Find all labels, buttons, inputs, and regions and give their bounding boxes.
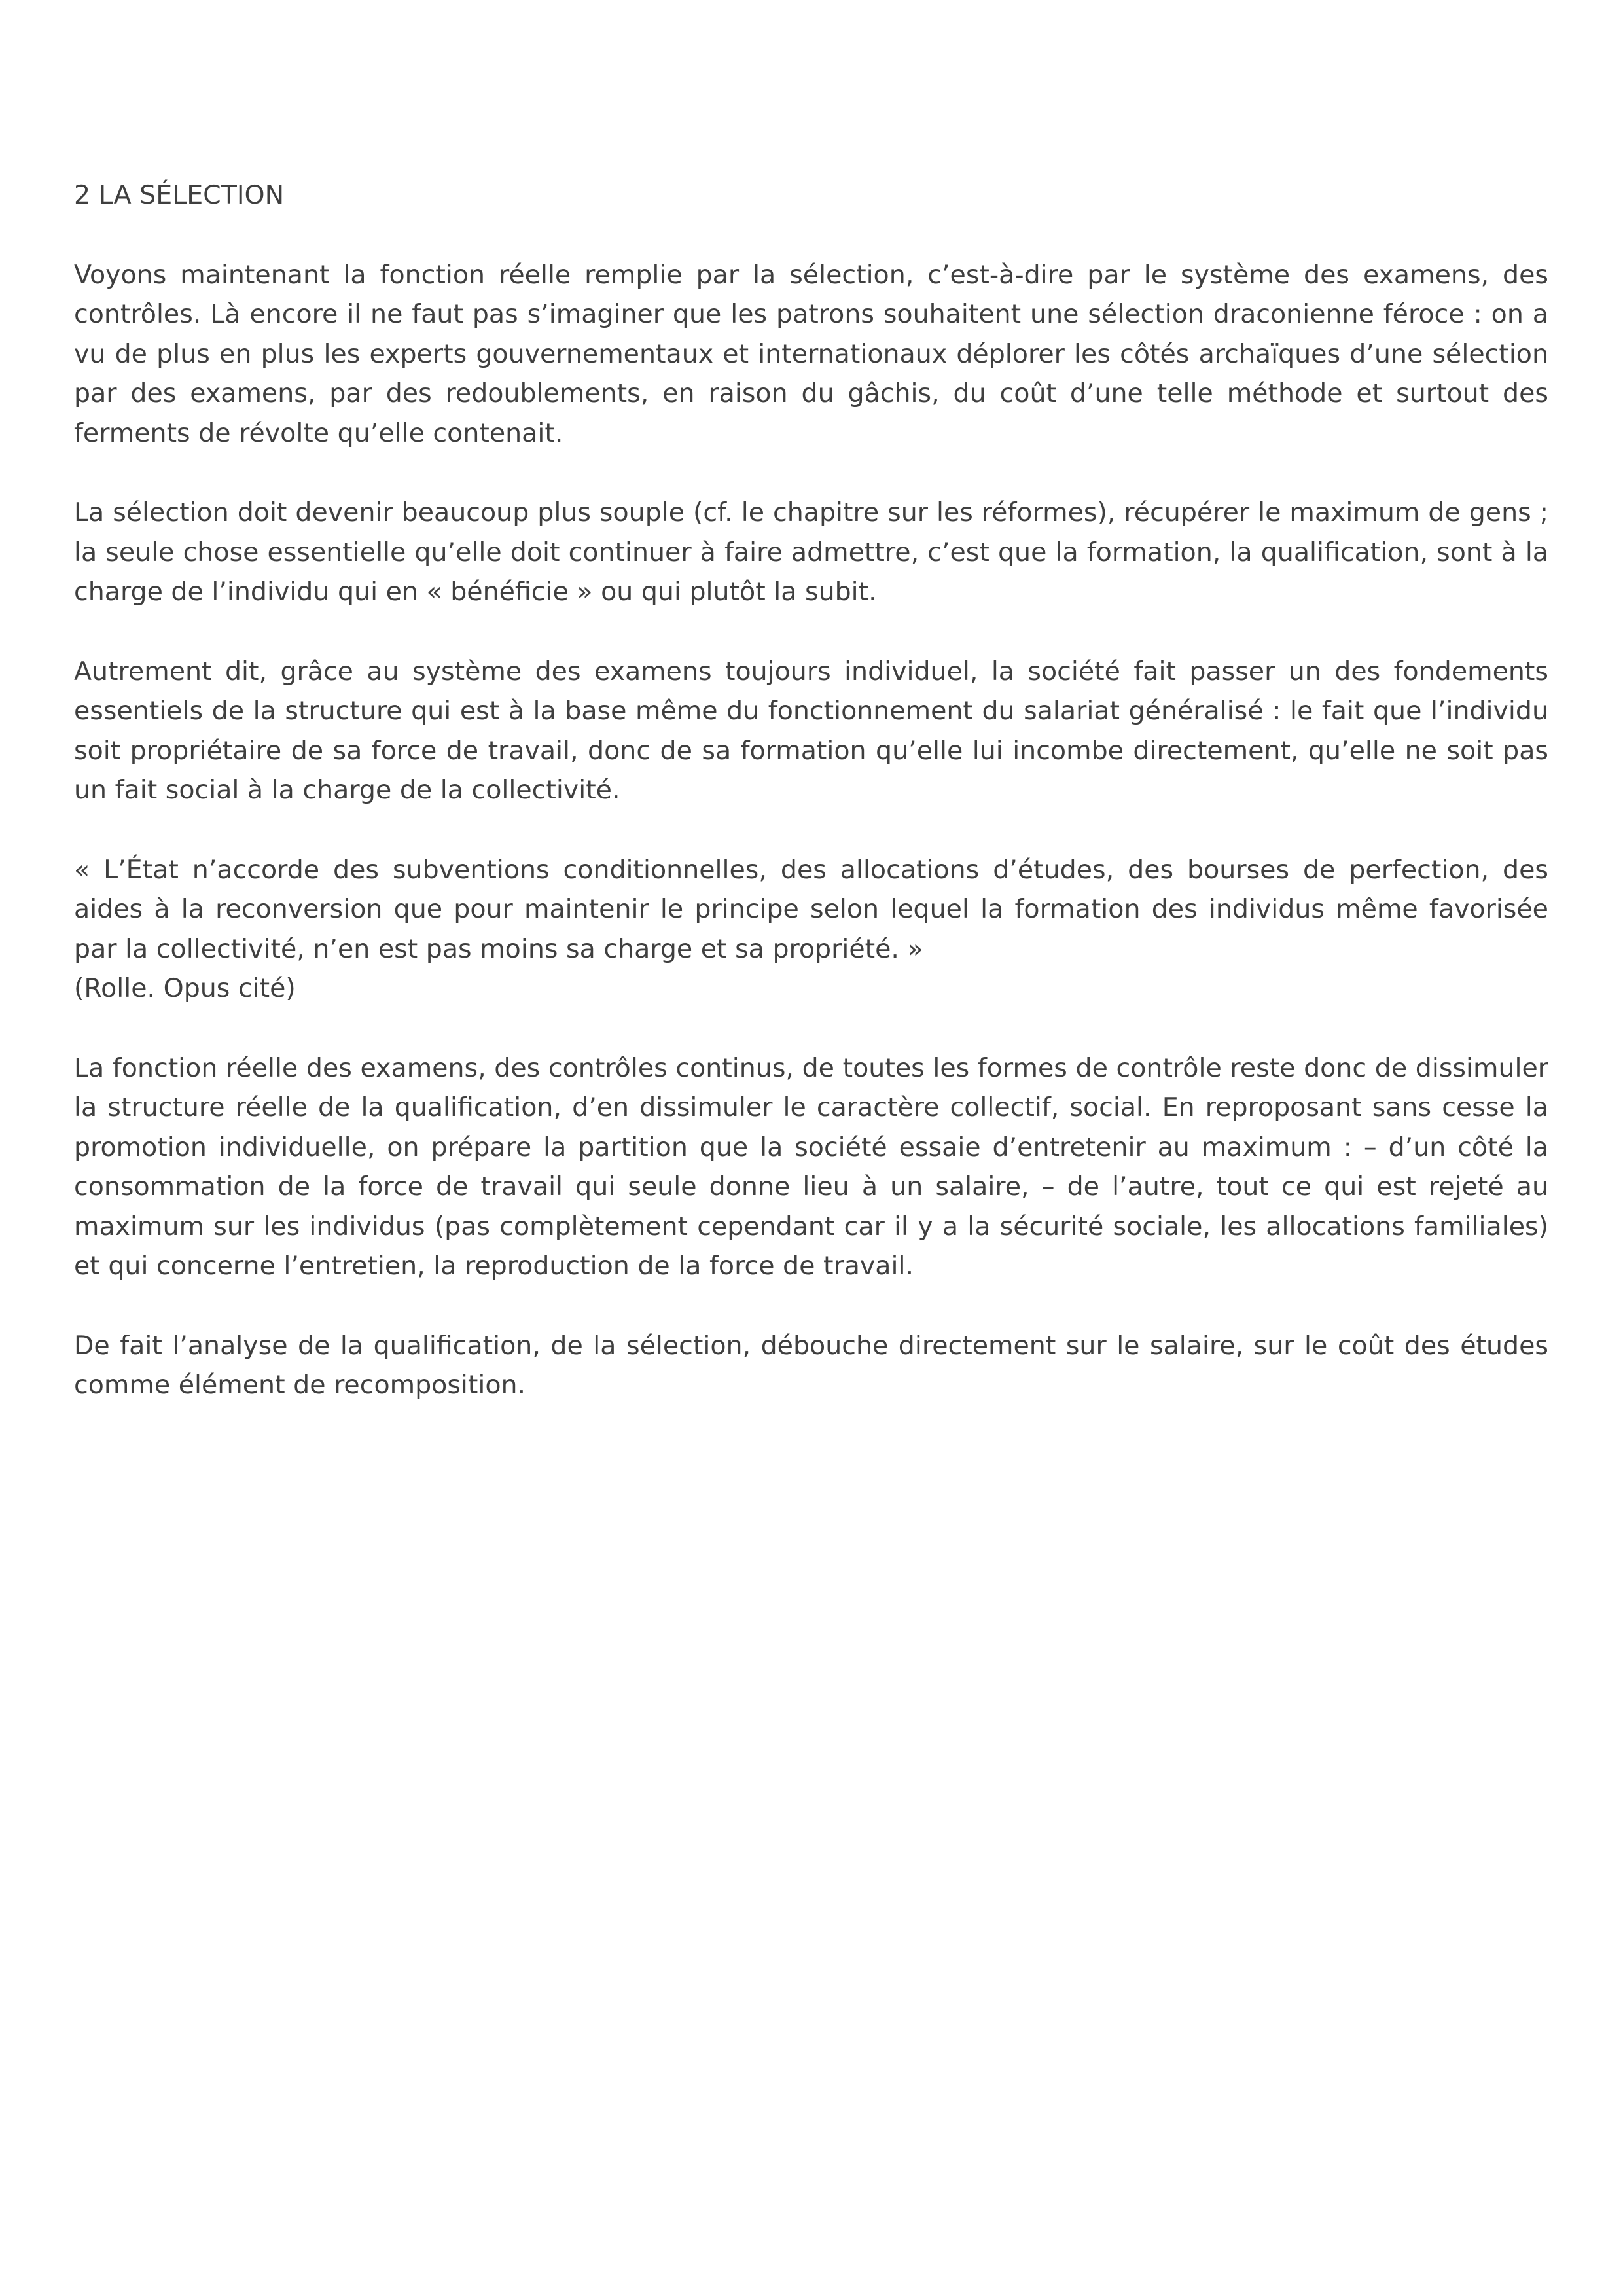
quote-text: « L’État n’accorde des subventions conditionnelles, des allocations d’études, des bourses de perfection, des aides à la reconversion que pour maintenir le principe selon lequel la formation des individus même favorisée par la collectivité, n’en est pas moins sa charge et sa propriété. » — [74, 854, 1548, 964]
quote-citation: (Rolle. Opus cité) — [74, 973, 296, 1003]
quote-block — [74, 850, 1548, 1009]
paragraph-2: La sélection doit devenir beaucoup plus souple (cf. le chapitre sur les réformes), récupérer le maximum de gens ; la seule chose essentielle qu’elle doit continuer à faire admettre, c’est que la formation, la qualification, sont à la charge de l’individu qui en « bénéficie » ou qui plutôt la subit. — [74, 497, 1548, 607]
paragraph-4: La fonction réelle des examens, des contrôles continus, de toutes les formes de contrôle reste donc de dissimuler la structure réelle de la qualification, d’en dissimuler le caractère collectif, social. En reproposant sans cesse la promotion individuelle, on prépare la partition que la société essaie d’entretenir au maximum : – d’un côté la consommation de la force de travail qui seule donne lieu à un salaire, – de l’autre, tout ce qui est rejeté au maximum sur les individus (pas complètement cependant car il y a la sécurité sociale, les allocations familiales) et qui concerne l’entretien, la reproduction de la force de travail. — [74, 1052, 1548, 1281]
paragraph-3: Autrement dit, grâce au système des examens toujours individuel, la société fait passer un des fondements essentiels de la structure qui est à la base même du fonctionnement du salariat généralisé : le fait que l’individu soit propriétaire de sa force de travail, donc de sa formation qu’elle lui incombe directement, qu’elle ne soit pas un fait social à la charge de la collectivité. — [74, 656, 1548, 805]
document-page — [74, 175, 1548, 1445]
paragraph-5: De fait l’analyse de la qualification, de la sélection, débouche directement sur le salaire, sur le coût des études comme élément de recomposition. — [74, 1330, 1548, 1400]
section-heading: 2 LA SÉLECTION — [74, 180, 285, 210]
paragraph-1: Voyons maintenant la fonction réelle remplie par la sélection, c’est-à-dire par le système des examens, des contrôles. Là encore il ne faut pas s’imaginer que les patrons souhaitent une sélection draconienne féroce : on a vu de plus en plus les experts gouvernementaux et internationaux déplorer les côtés archaïques d’une sélection par des examens, par des redoublements, en raison du gâchis, du coût d’une telle méthode et surtout des ferments de révolte qu’elle contenait. — [74, 259, 1548, 448]
